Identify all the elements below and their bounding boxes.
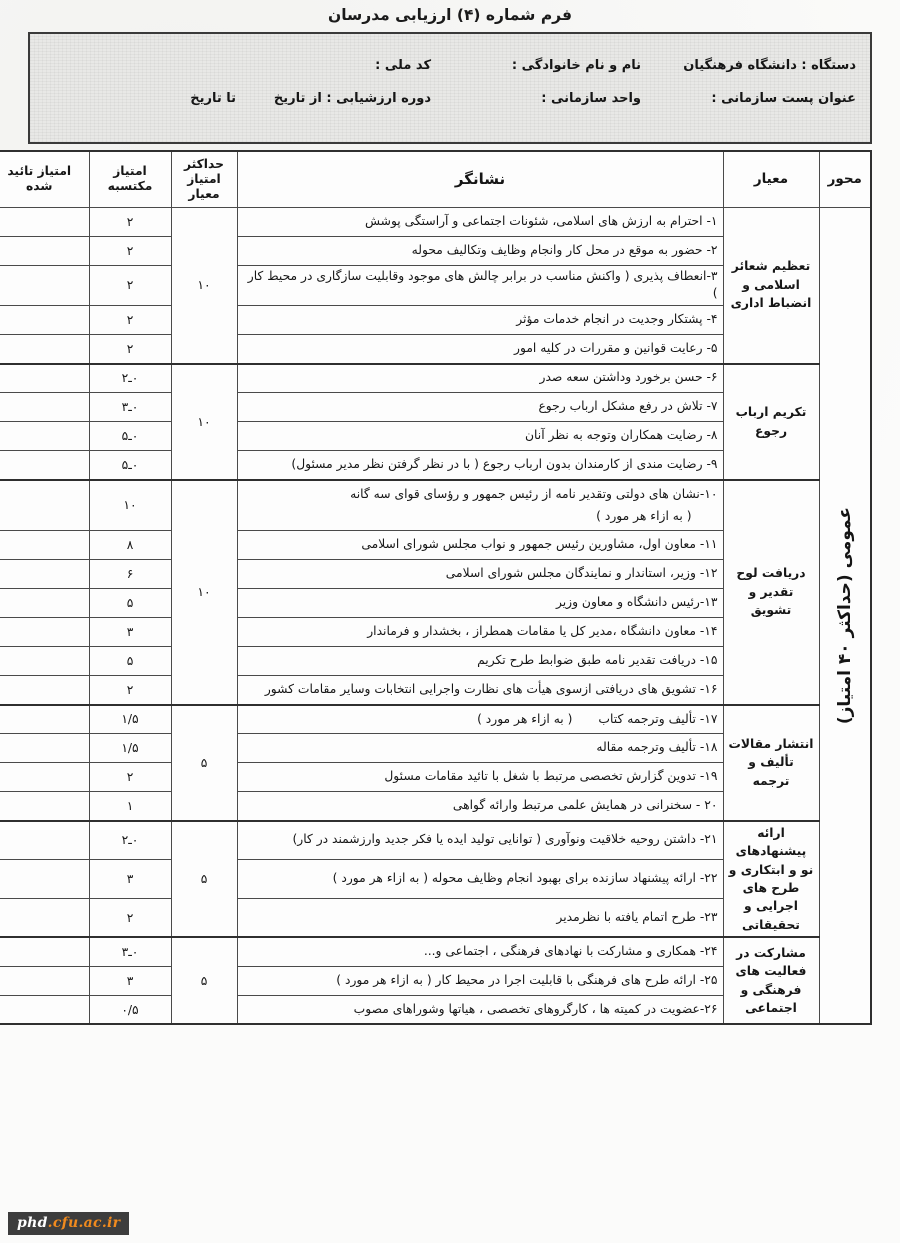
indicator-cell: ۱۷- تألیف وترجمه کتاب( به ازاء هر مورد ) xyxy=(237,705,723,734)
confirmed-score-cell[interactable] xyxy=(0,306,89,335)
max-score-cell: ۱۰ xyxy=(171,207,237,364)
column-header-earned-score: امتیاز مکتسبه xyxy=(89,151,171,207)
watermark-primary: phd xyxy=(17,1215,48,1231)
watermark-secondary: .cfu.ac.ir xyxy=(47,1215,121,1231)
indicator-cell: ۱۴- معاون دانشگاه ،مدیر کل یا مقامات همطراز ، بخشدار و فرماندار xyxy=(237,618,723,647)
indicator-cell: ۲۲- ارائه پیشنهاد سازنده برای بهبود انجام وظایف محوله ( به ازاء هر مورد ) xyxy=(237,860,723,899)
earned-score-cell[interactable]: ۲ xyxy=(89,265,171,306)
agency-label: دستگاه : دانشگاه فرهنگیان xyxy=(683,58,856,73)
confirmed-score-cell[interactable] xyxy=(0,451,89,480)
indicator-cell: ۱۶- تشویق های دریافتی ازسوی هیأت های نظارت واجرایی انتخابات وسایر مقامات کشور xyxy=(237,676,723,705)
criterion-cell: ارائه پیشنهادهای نو و ابتکاری و طرح های اجرایی و تحقیقاتی xyxy=(723,821,819,938)
table-header-row xyxy=(0,151,871,207)
indicator-cell: ۷- تلاش در رفع مشکل ارباب رجوع xyxy=(237,393,723,422)
confirmed-score-cell[interactable] xyxy=(0,364,89,393)
earned-score-cell[interactable]: ۰ـ۳ xyxy=(89,393,171,422)
org-unit-label: واحد سازمانی : xyxy=(541,91,641,106)
earned-score-cell[interactable]: ۲ xyxy=(89,306,171,335)
confirmed-score-cell[interactable] xyxy=(0,393,89,422)
evaluation-period-label: دوره ارزشیابی : از تاریخ xyxy=(273,91,431,106)
indicator-cell: ۱۱- معاون اول، مشاورین رئیس جمهور و نواب مجلس شورای اسلامی xyxy=(237,531,723,560)
indicator-cell: ۱۰-نشان های دولتی وتقدیر نامه از رئیس جمهور و رؤسای قوای سه گانه( به ازاء هر مورد ) xyxy=(237,480,723,531)
earned-score-cell[interactable]: ۰ـ۳ xyxy=(89,937,171,966)
confirmed-score-cell[interactable] xyxy=(0,676,89,705)
max-score-cell: ۱۰ xyxy=(171,480,237,705)
table-row xyxy=(0,207,871,236)
criterion-cell: تعظیم شعائر اسلامی و انضباط اداری xyxy=(723,207,819,364)
earned-score-cell[interactable]: ۶ xyxy=(89,560,171,589)
earned-score-cell[interactable]: ۱/۵ xyxy=(89,734,171,763)
column-header-axis: محور xyxy=(819,151,871,207)
confirmed-score-cell[interactable] xyxy=(0,618,89,647)
confirmed-score-cell[interactable] xyxy=(0,480,89,531)
indicator-cell: ۳-انعطاف پذیری ( واکنش مناسب در برابر چالش های موجود وقابلیت سازگاری در محیط کار ) xyxy=(237,265,723,306)
confirmed-score-cell[interactable] xyxy=(0,995,89,1024)
confirmed-score-cell[interactable] xyxy=(0,647,89,676)
table-row xyxy=(0,821,871,860)
criterion-cell: تکریم ارباب رجوع xyxy=(723,364,819,480)
evaluation-table xyxy=(0,150,872,1025)
table-row xyxy=(0,480,871,531)
earned-score-cell[interactable]: ۲ xyxy=(89,207,171,236)
confirmed-score-cell[interactable] xyxy=(0,265,89,306)
indicator-cell: ۱۳-رئیس دانشگاه و معاون وزیر xyxy=(237,589,723,618)
confirmed-score-cell[interactable] xyxy=(0,966,89,995)
header-row-2 xyxy=(44,91,856,106)
max-score-cell: ۵ xyxy=(171,821,237,938)
criterion-cell: مشارکت در فعالیت های فرهنگی و اجتماعی xyxy=(723,937,819,1024)
earned-score-cell[interactable]: ۳ xyxy=(89,860,171,899)
confirmed-score-cell[interactable] xyxy=(0,763,89,792)
earned-score-cell[interactable]: ۰/۵ xyxy=(89,995,171,1024)
indicator-cell: ۲۳- طرح اتمام یافته با نظرمدیر xyxy=(237,898,723,937)
header-row-1 xyxy=(44,58,856,73)
indicator-cell: ۱- احترام به ارزش های اسلامی، شئونات اجتماعی و آراستگی پوشش xyxy=(237,207,723,236)
confirmed-score-cell[interactable] xyxy=(0,531,89,560)
confirmed-score-cell[interactable] xyxy=(0,236,89,265)
confirmed-score-cell[interactable] xyxy=(0,705,89,734)
indicator-cell: ۲۰ - سخنرانی در همایش علمی مرتبط وارائه گواهی xyxy=(237,792,723,821)
earned-score-cell[interactable]: ۵ xyxy=(89,589,171,618)
indicator-cell: ۲۴- همکاری و مشارکت با نهادهای فرهنگی ، اجتماعی و... xyxy=(237,937,723,966)
earned-score-cell[interactable]: ۳ xyxy=(89,618,171,647)
column-header-indicator: نشانگر xyxy=(237,151,723,207)
max-score-cell: ۵ xyxy=(171,937,237,1024)
earned-score-cell[interactable]: ۲ xyxy=(89,676,171,705)
earned-score-cell[interactable]: ۲ xyxy=(89,236,171,265)
indicator-cell: ۸- رضایت همکاران وتوجه به نظر آنان xyxy=(237,422,723,451)
confirmed-score-cell[interactable] xyxy=(0,207,89,236)
earned-score-cell[interactable]: ۱۰ xyxy=(89,480,171,531)
indicator-cell: ۲۵- ارائه طرح های فرهنگی با قابلیت اجرا در محیط کار ( به ازاء هر مورد ) xyxy=(237,966,723,995)
confirmed-score-cell[interactable] xyxy=(0,792,89,821)
earned-score-cell[interactable]: ۲ xyxy=(89,763,171,792)
site-watermark xyxy=(8,1212,129,1235)
indicator-cell: ۲- حضور به موقع در محل کار وانجام وظایف وتکالیف محوله xyxy=(237,236,723,265)
confirmed-score-cell[interactable] xyxy=(0,898,89,937)
table-body xyxy=(0,207,871,1024)
earned-score-cell[interactable]: ۱/۵ xyxy=(89,705,171,734)
earned-score-cell[interactable]: ۲ xyxy=(89,335,171,364)
confirmed-score-cell[interactable] xyxy=(0,821,89,860)
page-title: فرم شماره (۴) ارزیابی مدرسان xyxy=(328,6,572,24)
criterion-cell: انتشار مقالات تألیف و ترجمه xyxy=(723,705,819,821)
indicator-cell: ۲۱- داشتن روحیه خلاقیت ونوآوری ( توانایی تولید ایده یا فکر جدید وارزشمند در کار) xyxy=(237,821,723,860)
fullname-label: نام و نام خانوادگی : xyxy=(511,58,641,73)
confirmed-score-cell[interactable] xyxy=(0,734,89,763)
confirmed-score-cell[interactable] xyxy=(0,589,89,618)
confirmed-score-cell[interactable] xyxy=(0,937,89,966)
earned-score-cell[interactable]: ۲ xyxy=(89,898,171,937)
earned-score-cell[interactable]: ۰ـ۵ xyxy=(89,451,171,480)
table-row xyxy=(0,937,871,966)
national-id-label: کد ملی : xyxy=(375,58,431,73)
earned-score-cell[interactable]: ۳ xyxy=(89,966,171,995)
indicator-cell: ۴- پشتکار وجدیت در انجام خدمات مؤثر xyxy=(237,306,723,335)
table-row xyxy=(0,705,871,734)
indicator-cell: ۱۹- تدوین گزارش تخصصی مرتبط با شغل با تائید مقامات مسئول xyxy=(237,763,723,792)
axis-cell-general xyxy=(819,207,871,1024)
header-info-box xyxy=(28,32,872,144)
max-score-cell: ۱۰ xyxy=(171,364,237,480)
indicator-cell: ۱۸- تألیف وترجمه مقاله xyxy=(237,734,723,763)
indicator-cell: ۹- رضایت مندی از کارمندان بدون ارباب رجوع ( با در نظر گرفتن نظر مدیر مسئول) xyxy=(237,451,723,480)
column-header-criterion: معیار xyxy=(723,151,819,207)
indicator-cell: ۱۲- وزیر، استاندار و نمایندگان مجلس شورای اسلامی xyxy=(237,560,723,589)
post-title-label: عنوان پست سازمانی : xyxy=(711,91,856,106)
confirmed-score-cell[interactable] xyxy=(0,335,89,364)
confirmed-score-cell[interactable] xyxy=(0,422,89,451)
earned-score-cell[interactable]: ۰ـ۲ xyxy=(89,821,171,860)
to-date-label: تا تاریخ xyxy=(190,91,236,106)
indicator-cell: ۲۶-عضویت در کمیته ها ، کارگروهای تخصصی ، هیاتها وشوراهای مصوب xyxy=(237,995,723,1024)
earned-score-cell[interactable]: ۸ xyxy=(89,531,171,560)
earned-score-cell[interactable]: ۰ـ۵ xyxy=(89,422,171,451)
confirmed-score-cell[interactable] xyxy=(0,860,89,899)
table-row xyxy=(0,364,871,393)
indicator-note: ( به ازاء هر مورد ) xyxy=(596,509,692,524)
criterion-cell: دریافت لوح تقدیر و تشویق xyxy=(723,480,819,705)
indicator-cell: ۶- حسن برخورد وداشتن سعه صدر xyxy=(237,364,723,393)
indicator-cell: ۱۵- دریافت تقدیر نامه طبق ضوابط طرح تکریم xyxy=(237,647,723,676)
axis-label-text: عمومی (حداکثر ۴۰ امتیاز) xyxy=(834,506,855,724)
earned-score-cell[interactable]: ۰ـ۲ xyxy=(89,364,171,393)
confirmed-score-cell[interactable] xyxy=(0,560,89,589)
column-header-confirmed-score: امتیاز تائید شده xyxy=(0,151,89,207)
column-header-max-score: حداکثر امتیاز معیار xyxy=(171,151,237,207)
indicator-cell: ۵- رعایت قوانین و مقررات در کلیه امور xyxy=(237,335,723,364)
earned-score-cell[interactable]: ۵ xyxy=(89,647,171,676)
max-score-cell: ۵ xyxy=(171,705,237,821)
indicator-note: ( به ازاء هر مورد ) xyxy=(477,712,573,726)
earned-score-cell[interactable]: ۱ xyxy=(89,792,171,821)
table-header xyxy=(0,151,871,207)
